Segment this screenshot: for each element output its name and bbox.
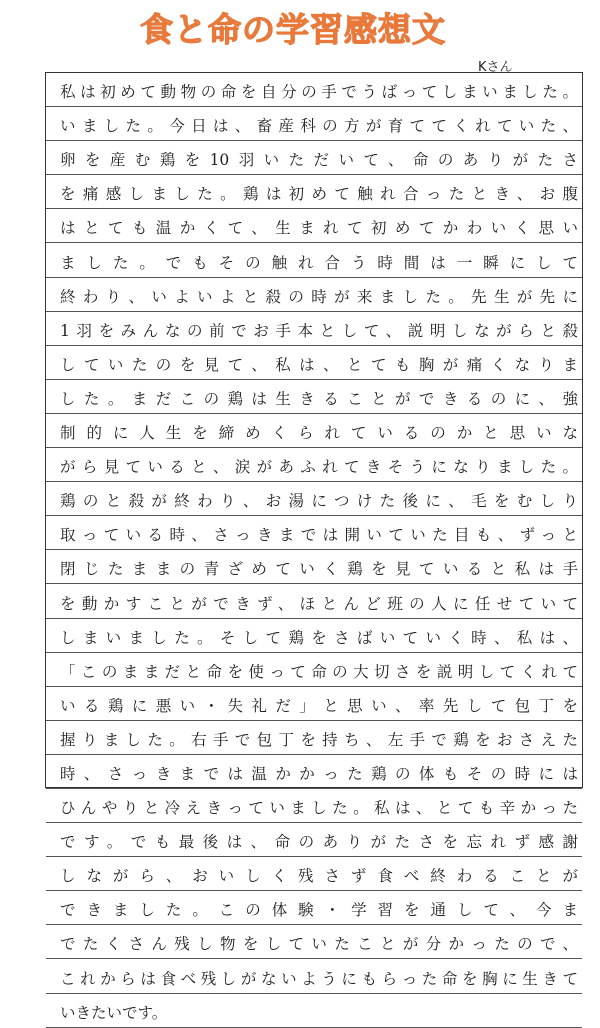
essay-line-text: していたのを見て、私は、とても胸が痛くなりま [60, 355, 578, 374]
essay-line-text: しながら、おいしく残さず食べ終わることが [60, 867, 578, 886]
author-name: Kさん [478, 60, 513, 75]
essay-line-text: ました。でもその触れ合う時間は一瞬にして [60, 253, 578, 272]
essay-line-text: 私は初めて動物の命を自分の手でうばってしまいました。 [60, 83, 578, 102]
essay-line [46, 312, 582, 346]
essay-title: 食と命の学習感想文 [140, 10, 446, 49]
essay-line [46, 448, 582, 482]
essay-line-text: を動かすことができず、ほとんど班の人に任せていて [60, 594, 578, 613]
essay-line [46, 653, 582, 687]
essay-line-text: いきたいです。 [60, 1003, 168, 1022]
essay-line-text: いました。今日は、畜産科の方が育ててくれていた、 [60, 117, 578, 136]
essay-line [46, 687, 582, 721]
essay-line-text: できました。この体験・学習を通して、今ま [60, 901, 578, 920]
essay-line [46, 73, 582, 107]
essay-line-text: これからは食べ残しがないようにもらった命を胸に生きて [60, 969, 578, 988]
essay-line [46, 414, 582, 448]
essay-line-text: を痛感しました。鶏は初めて触れ合ったとき、お腹 [60, 185, 578, 204]
essay-line-text: 1羽をみんなの前でお手本として、説明しながらと殺 [60, 321, 578, 340]
essay-line [46, 346, 582, 380]
essay-line [46, 380, 582, 414]
essay-line [46, 584, 582, 618]
essay-line [46, 823, 582, 857]
essay-line [46, 482, 582, 516]
essay-line [46, 107, 582, 141]
essay-line-text: 卵を産む鶏を10羽いただいて、命のありがたさ [60, 151, 578, 170]
essay-line-text: 時、さっきまでは温かかった鶏の体もその時には [60, 764, 578, 783]
essay-line [46, 278, 582, 312]
essay-line-text: はとても温かくて、生まれて初めてかわいく思い [60, 219, 578, 238]
essay-line [46, 857, 582, 891]
essay-line [46, 925, 582, 959]
essay-line [46, 959, 582, 993]
essay-line [46, 789, 582, 823]
essay-line [46, 755, 582, 789]
essay-line-text: がら見ていると、涙があふれてきそうになりました。 [60, 458, 578, 477]
essay-line-text: でたくさん残し物をしていたことが分かったので、 [60, 935, 578, 954]
essay-line [46, 721, 582, 755]
essay-line [46, 516, 582, 550]
essay-line-text: 鶏のと殺が終わり、お湯につけた後に、毛をむしり [60, 492, 578, 511]
essay-line-text: 終わり、いよいよと殺の時が来ました。先生が先に [60, 287, 578, 306]
essay-line [46, 619, 582, 653]
essay-line-text: ひんやりと冷えきっていました。私は、とても辛かった [60, 799, 578, 818]
essay-line-text: 「このままだと命を使って命の大切さを説明してくれて [60, 662, 578, 681]
essay-line [46, 891, 582, 925]
essay-line-text: 閉じたままの青ざめていく鶏を見ていると私は手 [60, 560, 578, 579]
essay-line [46, 243, 582, 277]
essay-line [46, 994, 582, 1028]
essay-line-text: しまいました。そして鶏をさばいていく時、私は、 [60, 628, 578, 647]
essay-line [46, 550, 582, 584]
essay-line-text: です。でも最後は、命のありがたさを忘れず感謝 [60, 833, 578, 852]
essay-line [46, 141, 582, 175]
essay-line-text: 握りました。右手で包丁を持ち、左手で鶏をおさえた [60, 730, 578, 749]
essay-line-text: 制的に人生を締めくられているのかと思いな [60, 424, 578, 443]
essay-line-text: した。まだこの鶏は生きることができるのに、強 [60, 389, 578, 408]
writing-sheet [45, 72, 583, 1022]
essay-line [46, 209, 582, 243]
essay-line-text: 取っている時、さっきまでは開いていた目も、ずっと [60, 526, 578, 545]
essay-line-text: いる鶏に悪い・失礼だ」と思い、率先して包丁を [60, 696, 578, 715]
essay-line [46, 175, 582, 209]
